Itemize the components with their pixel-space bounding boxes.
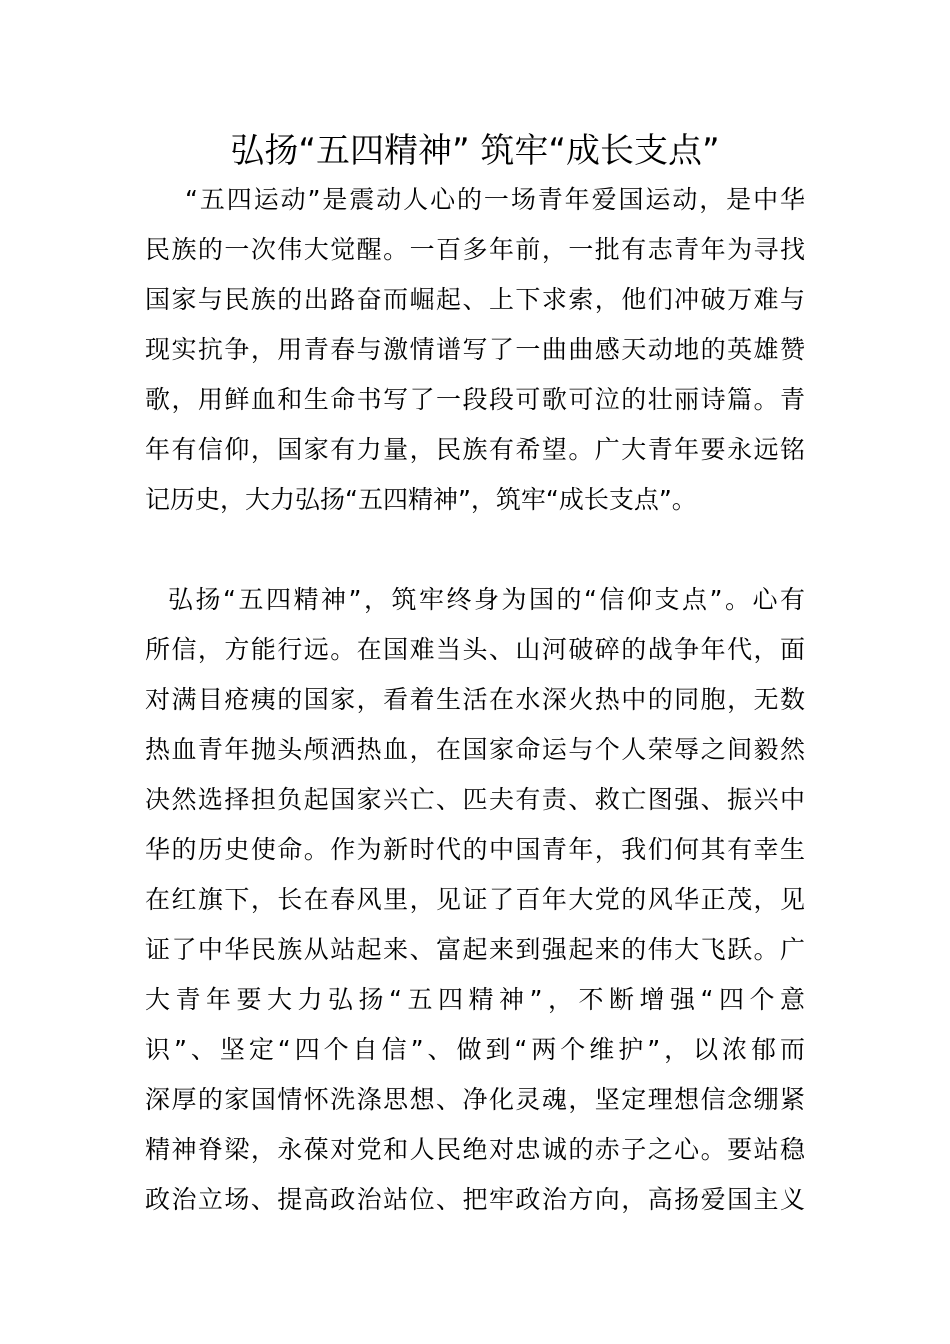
paragraph-line: 华的历史使命。作为新时代的中国青年，我们何其有幸生 [145,835,805,864]
paragraph-line: 大青年要大力弘扬“五四精神”，不断增强“四个意 [145,985,805,1014]
paragraph-line: 歌，用鲜血和生命书写了一段段可歌可泣的壮丽诗篇。青 [145,385,805,414]
paragraph-line: 精神脊梁，永葆对党和人民绝对忠诚的赤子之心。要站稳 [145,1135,805,1164]
paragraph-line: 民族的一次伟大觉醒。一百多年前，一批有志青年为寻找 [145,235,805,264]
paragraph-line: 政治立场、提高政治站位、把牢政治方向，高扬爱国主义 [145,1185,805,1214]
paragraph-line: 记历史，大力弘扬“五四精神”，筑牢“成长支点”。 [145,485,697,514]
paragraph-line: 证了中华民族从站起来、富起来到强起来的伟大飞跃。广 [145,935,805,964]
paragraph-line: 对满目疮痍的国家，看着生活在水深火热中的同胞，无数 [145,685,805,714]
paragraph-line: 国家与民族的出路奋而崛起、上下求索，他们冲破万难与 [145,285,805,314]
paragraph-line: 现实抗争，用青春与激情谱写了一曲曲感天动地的英雄赞 [145,335,805,364]
paragraph-line: 弘扬“五四精神”，筑牢终身为国的“信仰支点”。心有 [168,585,805,614]
paragraph-line: 识”、坚定“四个自信”、做到“两个维护”，以浓郁而 [145,1035,805,1064]
paragraph-line: 在红旗下，长在春风里，见证了百年大党的风华正茂，见 [145,885,805,914]
paragraph-line: 决然选择担负起国家兴亡、匹夫有责、救亡图强、振兴中 [145,785,805,814]
paragraph-line: 深厚的家国情怀洗涤思想、净化灵魂，坚定理想信念绷紧 [145,1085,805,1114]
paragraph-line: 所信，方能行远。在国难当头、山河破碎的战争年代，面 [145,635,805,664]
paragraph-line: “五四运动”是震动人心的一场青年爱国运动，是中华 [185,185,805,214]
document-title: 弘扬“五四精神” 筑牢“成长支点” [230,131,720,171]
paragraph-line: 热血青年抛头颅洒热血，在国家命运与个人荣辱之间毅然 [145,735,805,764]
paragraph-line: 年有信仰，国家有力量，民族有希望。广大青年要永远铭 [145,435,805,464]
